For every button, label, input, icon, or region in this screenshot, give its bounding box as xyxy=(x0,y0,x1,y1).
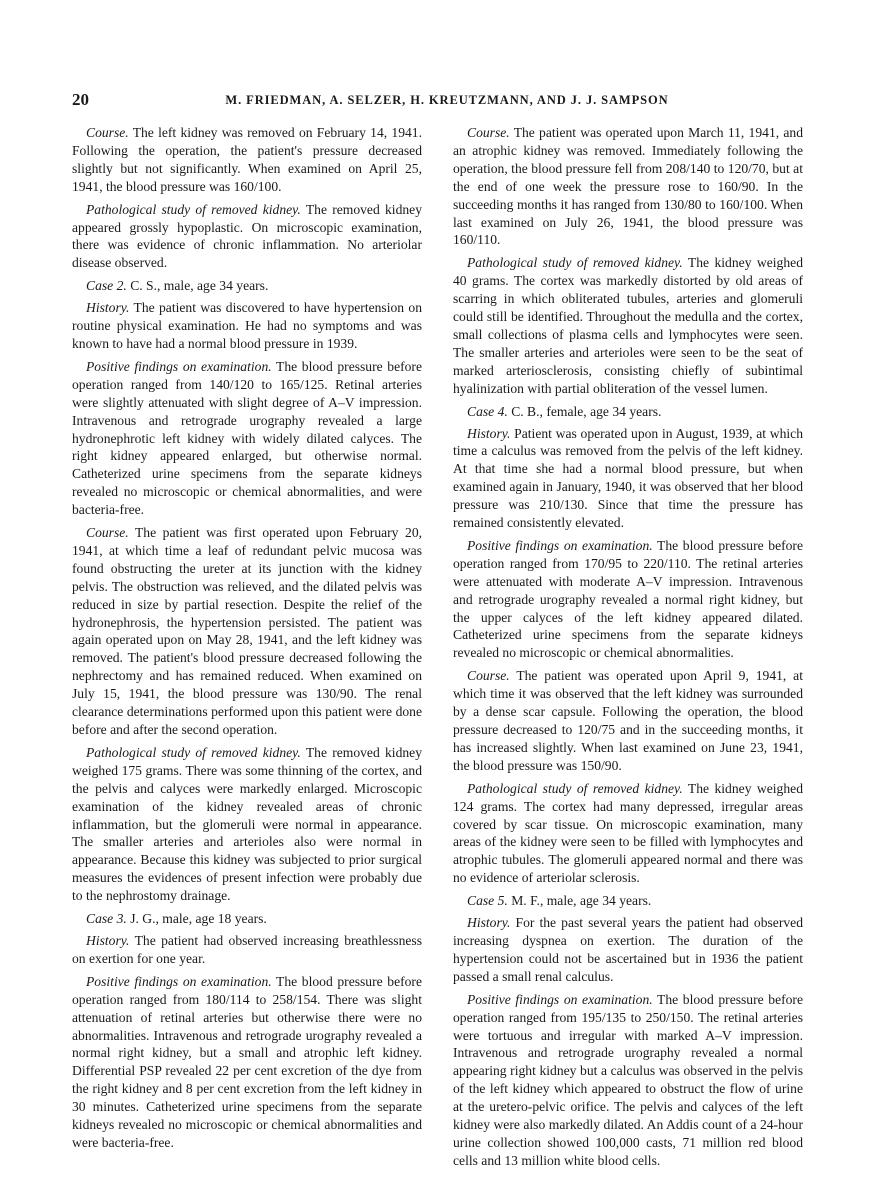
paragraph-text: The kidney weighed 124 grams. The cortex had many depressed, irregular areas covered by scar tissue. On microscopic examination, many areas of the kidney were seen to be filled with lymphocytes and atrophic tubules. The glomeruli appeared normal and there was no evidence of arteriolar sclerosis. xyxy=(453,780,803,886)
case-heading-5 xyxy=(453,892,803,910)
paragraph-label: Positive findings on examination. xyxy=(467,991,653,1007)
paragraph-label: Positive findings on examination. xyxy=(467,537,653,553)
paragraph-case3-history xyxy=(72,932,422,968)
paragraph-text: The patient was operated upon April 9, 1941, at which time it was observed that the left kidney was surrounded by a dense scar capsule. Following the operation, the blood pressure decreased to 120/75 and in the succeeding months, it has increased slightly. When last examined on June 23, 1941, the blood pressure was 150/90. xyxy=(453,668,803,773)
paragraph-label: Pathological study of removed kidney. xyxy=(467,780,683,796)
paragraph-case1-course xyxy=(72,124,422,196)
paragraph-label: Course. xyxy=(467,125,510,140)
case-label: Case 4. xyxy=(467,403,508,419)
paragraph-text: The removed kidney appeared grossly hypoplastic. On microscopic examination, there was evidence of chronic inflammation. No arteriolar disease observed. xyxy=(72,201,422,271)
case-patient: C. S., male, age 34 years. xyxy=(130,278,269,294)
paragraph-label: History. xyxy=(86,300,130,316)
paragraph-label: Pathological study of removed kidney. xyxy=(86,744,301,760)
case-label: Case 5. xyxy=(467,893,508,909)
paragraph-label: Positive findings on examination. xyxy=(86,358,272,374)
paragraph-label: History. xyxy=(86,932,130,948)
paragraph-text: For the past several years the patient had observed increasing dyspnea on exertion. The duration of the hypertension could not be ascertained but in 1936 the patient passed a small renal calculus. xyxy=(453,915,803,984)
paragraph-text: The patient was discovered to have hypertension on routine physical examination. He had no symptoms and was known to have had a normal blood pressure in 1939. xyxy=(72,300,423,351)
paragraph-label: Positive findings on examination. xyxy=(86,973,272,989)
paragraph-text: The left kidney was removed on February 14, 1941. Following the operation, the patient's pressure decreased slightly but not significantly. When examined on April 25, 1941, the blood pressure was 160/100. xyxy=(72,125,422,194)
paragraph-case4-findings xyxy=(453,537,803,662)
paragraph-case2-course xyxy=(72,524,422,739)
paragraph-text: The removed kidney weighed 175 grams. There was some thinning of the cortex, and the pelvis and calyces were markedly enlarged. Microscopic examination of the kidney revealed areas of chronic inflammation, but the glomeruli were normal in appearance. The smaller arteries and arterioles also were normal in appearance. Because this kidney was subjected to prior surgical measures the evidences of present infection were probably due to the nephrostomy drainage. xyxy=(72,744,422,904)
left-column xyxy=(72,124,422,1157)
paragraph-text: Patient was operated upon in August, 1939, at which time a calculus was removed from the pelvis of the left kidney. At that time she had a normal blood pressure, but when examined again in January, 1940, it was observed that her blood pressure was 210/130. Since that time the pressure has remained consistently elevated. xyxy=(453,425,803,531)
case-patient: C. B., female, age 34 years. xyxy=(511,403,662,419)
paragraph-case2-history xyxy=(72,299,422,353)
paragraph-label: Course. xyxy=(86,525,129,541)
paragraph-text: The patient was operated upon March 11, 1941, and an atrophic kidney was removed. Immediately following the operation, the blood pressure fell from 208/140 to 120/70, but at the end of one week the pressure rose to 160/90. In the succeeding months it has ranged from 130/80 to 160/100. When last examined on July 26, 1941, the blood pressure was 160/110. xyxy=(453,125,803,248)
paragraph-text: The blood pressure before operation ranged from 170/95 to 220/110. The retinal arteries were attenuated with moderate A–V impression. Intravenous and retrograde urography revealed a normal right kidney, but the upper calyces of the left kidney appeared dilated. Catheterized urine specimens from the separate kidneys revealed no microscopic or chemical abnormalities. xyxy=(453,537,803,661)
case-label: Case 2. xyxy=(86,278,127,294)
case-patient: J. G., male, age 18 years. xyxy=(130,911,267,927)
paragraph-case2-pathology xyxy=(72,744,422,905)
paragraph-text: The patient was first operated upon February 20, 1941, at which time a leaf of redundant pelvic mucosa was found obstructing the ureter at its junction with the kidney pelvis. The obstruction was relieved, and the dilated pelvis was reduced in size by partial resection. Despite the relief of the hydronephrosis, the hypertension persisted. The patient was again operated upon on May 28, 1941, and the left kidney was removed. The patient's blood pressure decreased following the nephrectomy and has remained reduced. When examined on July 15, 1941, the blood pressure was 130/90. The renal clearance determinations performed upon this patient were done before and after the second operation. xyxy=(72,525,423,737)
paragraph-label: History. xyxy=(467,915,511,931)
paragraph-text: The patient had observed increasing breathlessness on exertion for one year. xyxy=(72,932,422,966)
paragraph-text: The kidney weighed 40 grams. The cortex was markedly distorted by old areas of scarring in which obliterated tubules, arteries and glomeruli could still be identified. Throughout the medulla and the cortex, small collections of plasma cells and lymphocytes were seen. The smaller arteries and arterioles were seen to be the seat of marked arteriosclerosis, consisting chiefly of subintimal hyalinization with partial obliteration of the vessel lumen. xyxy=(453,255,803,396)
paragraph-text: The blood pressure before operation ranged from 180/114 to 258/154. There was slight attenuation of retinal arteries but otherwise there were no abnormalities. Intravenous and retrograde urography revealed a normal right kidney, but a small and atrophic left kidney. Differential PSP revealed 22 per cent excretion of the dye from the right kidney and 8 per cent excretion from the left kidney in 30 minutes. Catheterized urine specimens from the separate kidneys revealed no microscopic or chemical abnormalities and were bacteria-free. xyxy=(72,973,422,1150)
paragraph-text: The blood pressure before operation ranged from 195/135 to 250/150. The retinal arteries were tortuous and irregular with marked A–V impression. Intravenous and retrograde urography revealed a normal appearing right kidney but a calculus was observed in the pelvis of the left kidney which appeared to obstruct the flow of urine at the uretero-pelvic orifice. The pelvis and calyces of the left kidney were also markedly dilated. An Addis count of a 24-hour urine collection showed 100,000 casts, 71 million red blood cells and 13 million white blood cells. xyxy=(453,991,803,1168)
running-head-authors: M. FRIEDMAN, A. SELZER, H. KREUTZMANN, AND J. J. SAMPSON xyxy=(225,93,669,107)
page-number: 20 xyxy=(72,90,89,109)
paragraph-case3-pathology xyxy=(453,254,803,397)
paragraph-case3-course xyxy=(453,124,803,249)
paragraph-label: Pathological study of removed kidney. xyxy=(467,255,683,271)
paragraph-case5-history xyxy=(453,914,803,986)
paragraph-case4-history xyxy=(453,425,803,532)
paragraph-label: Pathological study of removed kidney. xyxy=(86,201,301,217)
case-heading-3 xyxy=(72,910,422,928)
paragraph-label: History. xyxy=(467,425,511,441)
paragraph-case4-pathology xyxy=(453,780,803,887)
right-column xyxy=(453,124,803,1175)
paragraph-case3-findings xyxy=(72,973,422,1152)
paragraph-case4-course xyxy=(453,667,803,774)
paragraph-label: Course. xyxy=(86,125,129,140)
case-patient: M. F., male, age 34 years. xyxy=(511,893,652,909)
page-header xyxy=(72,90,822,110)
paragraph-case2-findings xyxy=(72,358,422,519)
paragraph-case1-pathology xyxy=(72,201,422,273)
case-label: Case 3. xyxy=(86,911,127,927)
paragraph-case5-findings xyxy=(453,991,803,1170)
paragraph-label: Course. xyxy=(467,668,510,684)
case-heading-2 xyxy=(72,277,422,295)
case-heading-4 xyxy=(453,403,803,421)
paragraph-text: The blood pressure before operation ranged from 140/120 to 165/125. Retinal arteries were slightly attenuated with slight degree of A–V impression. Intravenous and retrograde urography revealed a large hydronephrotic left kidney with widely dilated calyces. The right kidney appeared enlarged, but otherwise normal. Catheterized urine specimens from the separate kidneys revealed no microscopic or chemical abnormalities, and were bacteria-free. xyxy=(72,358,422,518)
